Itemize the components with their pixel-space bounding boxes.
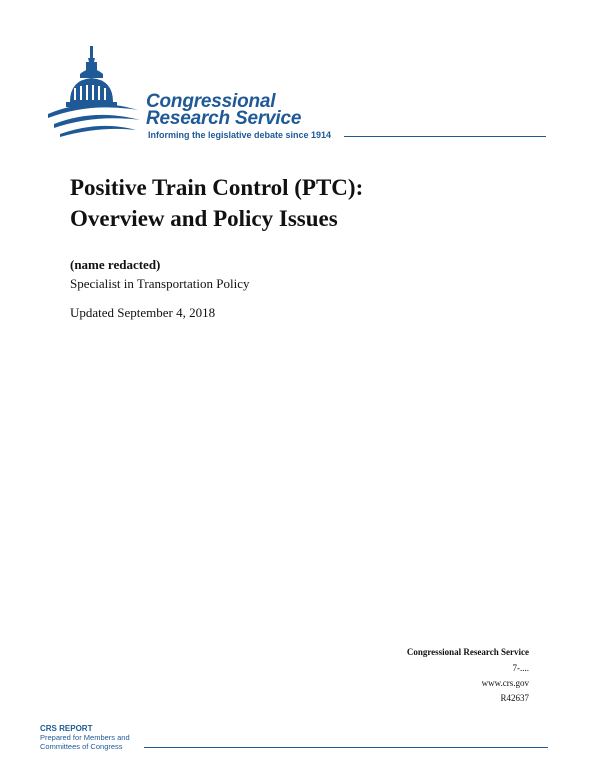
logo-title-line1: Congressional (146, 91, 276, 112)
footer-line2: Prepared for Members and (40, 733, 130, 742)
logo-title-line2: Research Service (146, 108, 302, 129)
report-title (70, 172, 363, 234)
footer-label (40, 724, 130, 751)
logo-tagline: Informing the legislative debate since 1914 (148, 130, 332, 140)
updated-date: Updated September 4, 2018 (70, 305, 216, 320)
report-title-line1: Positive Train Control (PTC): (70, 175, 364, 200)
crs-logo (40, 40, 560, 150)
publisher-phone: 7-.... (512, 663, 529, 673)
author-role: Specialist in Transportation Policy (70, 276, 250, 291)
footer-line1: CRS REPORT (40, 724, 93, 733)
logo-divider (344, 136, 546, 137)
report-title-line2: Overview and Policy Issues (70, 206, 338, 231)
publisher-name: Congressional Research Service (406, 647, 529, 657)
capitol-dome-icon (40, 40, 150, 150)
logo-title (146, 93, 301, 127)
report-number: R42637 (500, 693, 529, 703)
footer-divider (144, 747, 548, 748)
author-name: (name redacted) (70, 257, 161, 272)
publisher-website: www.crs.gov (481, 678, 529, 688)
footer-line3: Committees of Congress (40, 742, 123, 751)
